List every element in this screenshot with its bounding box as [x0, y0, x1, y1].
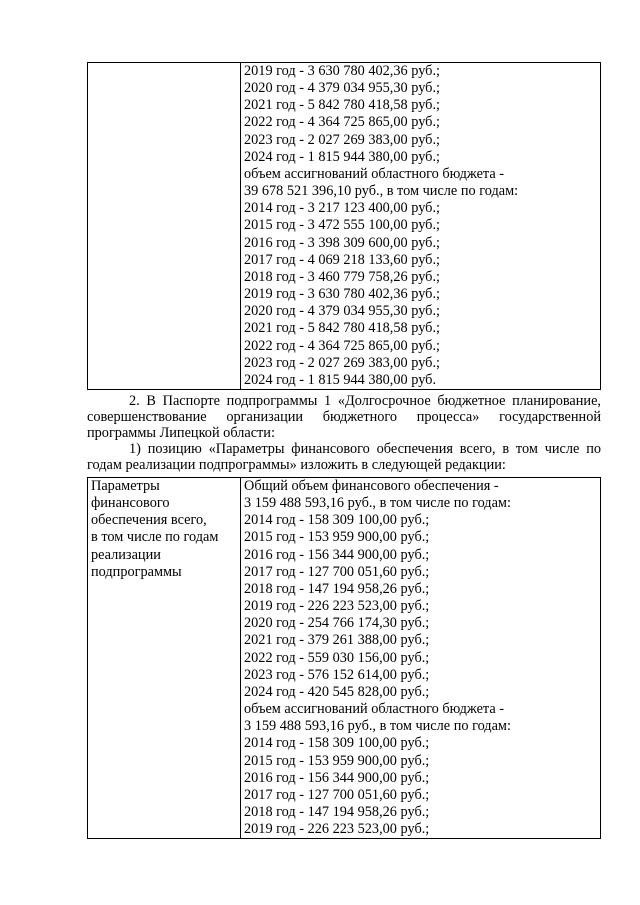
table-line: 2023 год - 2 027 269 383,00 руб.;: [244, 131, 440, 148]
table-line: 2017 год - 127 700 051,60 руб.;: [244, 786, 430, 803]
table-line: 2022 год - 559 030 156,00 руб.;: [244, 649, 430, 666]
parameter-label-line: финансового: [91, 495, 170, 512]
table-line: 3 159 488 593,16 руб., в том числе по годам:: [244, 718, 511, 735]
table-line: 2021 год - 5 842 780 418,58 руб.;: [244, 320, 440, 337]
paragraph-3: 1) позицию «Параметры финансового обеспечения всего, в том числе по годам реализации подпрограммы» изложить в следующей редакции:: [87, 441, 601, 473]
funding-table-continued: [87, 62, 601, 390]
table-line: 3 159 488 593,16 руб., в том числе по годам:: [244, 495, 511, 512]
table-line: 2022 год - 4 364 725 865,00 руб.;: [244, 114, 440, 131]
table-line: 2024 год - 420 545 828,00 руб.;: [244, 683, 430, 700]
table-row: [88, 63, 601, 390]
parameter-label-line: реализации: [91, 546, 161, 563]
table-line: 2019 год - 3 630 780 402,36 руб.;: [244, 286, 440, 303]
table-line: 2016 год - 156 344 900,00 руб.;: [244, 769, 430, 786]
table-line: объем ассигнований областного бюджета -: [244, 701, 505, 718]
table-line: 2018 год - 147 194 958,26 руб.;: [244, 580, 430, 597]
table-line: 2022 год - 4 364 725 865,00 руб.;: [244, 337, 440, 354]
parameter-label-line: Параметры: [91, 478, 160, 494]
table-line: 2024 год - 1 815 944 380,00 руб.: [244, 371, 437, 388]
table-line: 2016 год - 3 398 309 600,00 руб.;: [244, 234, 440, 251]
parameter-label-line: обеспечения всего,: [91, 512, 207, 529]
table-left-cell: [88, 478, 241, 839]
funding-parameters-table: [87, 477, 601, 839]
paragraph-2: 2. В Паспорте подпрограммы 1 «Долгосрочное бюджетное планирование, совершенствование организации бюджетного процесса» государственной программы Липецкой области:: [87, 393, 601, 441]
table-left-cell: [88, 63, 241, 390]
table-line: 2023 год - 576 152 614,00 руб.;: [244, 666, 430, 683]
table-line: 2024 год - 1 815 944 380,00 руб.;: [244, 148, 440, 165]
table-right-cell: [241, 63, 601, 390]
parameter-label-line: подпрограммы: [91, 563, 182, 580]
table-row: [88, 478, 601, 839]
table-line: 2018 год - 3 460 779 758,26 руб.;: [244, 268, 440, 285]
table-line: 2020 год - 4 379 034 955,30 руб.;: [244, 80, 440, 97]
table-line: 2020 год - 4 379 034 955,30 руб.;: [244, 303, 440, 320]
table-line: 2016 год - 156 344 900,00 руб.;: [244, 546, 430, 563]
table-line: 2019 год - 3 630 780 402,36 руб.;: [244, 63, 440, 79]
table-line: 2015 год - 153 959 900,00 руб.;: [244, 529, 430, 546]
table-line: Общий объем финансового обеспечения -: [244, 478, 499, 494]
table-line: 2015 год - 3 472 555 100,00 руб.;: [244, 217, 440, 234]
table-line: 2021 год - 379 261 388,00 руб.;: [244, 632, 430, 649]
table-line: 2017 год - 127 700 051,60 руб.;: [244, 563, 430, 580]
parameter-label-line: в том числе по годам: [91, 529, 219, 546]
table-line: 2018 год - 147 194 958,26 руб.;: [244, 803, 430, 820]
table-line: 2014 год - 158 309 100,00 руб.;: [244, 735, 430, 752]
table-line: 2017 год - 4 069 218 133,60 руб.;: [244, 251, 440, 268]
table-line: 39 678 521 396,10 руб., в том числе по годам:: [244, 183, 519, 200]
table-line: 2019 год - 226 223 523,00 руб.;: [244, 821, 430, 838]
table-line: 2014 год - 3 217 123 400,00 руб.;: [244, 200, 440, 217]
table-right-cell: [241, 478, 601, 839]
table-line: объем ассигнований областного бюджета -: [244, 165, 505, 182]
table-line: 2023 год - 2 027 269 383,00 руб.;: [244, 354, 440, 371]
table-line: 2020 год - 254 766 174,30 руб.;: [244, 615, 430, 632]
table-line: 2014 год - 158 309 100,00 руб.;: [244, 512, 430, 529]
table-line: 2019 год - 226 223 523,00 руб.;: [244, 598, 430, 615]
table-line: 2021 год - 5 842 780 418,58 руб.;: [244, 97, 440, 114]
table-line: 2015 год - 153 959 900,00 руб.;: [244, 752, 430, 769]
